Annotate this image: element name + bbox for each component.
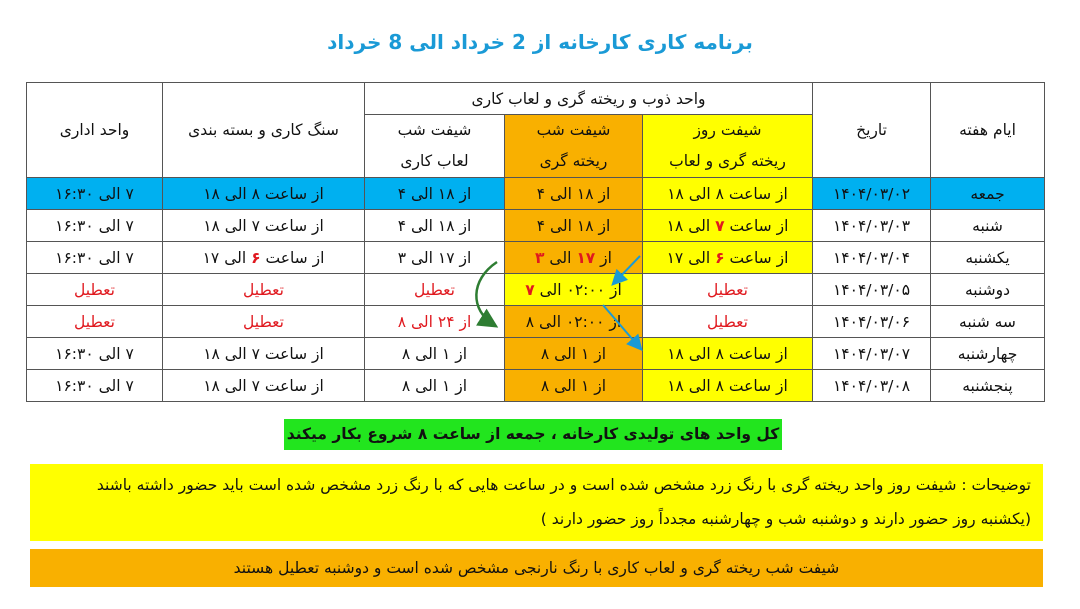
header-night-glaze-line1: شیفت شب <box>397 121 472 139</box>
cell-day: شنبه <box>931 210 1045 242</box>
cell-admin: ۷ الی ۱۶:۳۰ <box>27 210 163 242</box>
cell-text: از ساعت <box>724 216 789 235</box>
header-date: تاریخ <box>813 83 931 178</box>
cell-date: ۱۴۰۴/۰۳/۰۷ <box>813 338 931 370</box>
note-green: کل واحد های تولیدی کارخانه ، جمعه از ساعت ۸ شروع بکار میکند <box>284 419 782 450</box>
cell-text: الی ۱۷ <box>666 248 716 267</box>
header-days: ایام هفته <box>931 83 1045 178</box>
cell-night-glaze: از ۱۸ الی ۴ <box>365 210 505 242</box>
cell-stone: تعطیل <box>163 274 365 306</box>
header-day-shift-line1: شیفت روز <box>693 121 762 139</box>
header-night-glaze-line2: لعاب کاری <box>400 152 469 170</box>
cell-date: ۱۴۰۴/۰۳/۰۸ <box>813 370 931 402</box>
cell-day: چهارشنبه <box>931 338 1045 370</box>
cell-stone: از ساعت ۷ الی ۱۸ <box>163 338 365 370</box>
cell-night-cast <box>505 242 643 274</box>
cell-stone <box>163 242 365 274</box>
cell-night-glaze: از ۲۴ الی ۸ <box>365 306 505 338</box>
cell-night-glaze: از ۱۸ الی ۴ <box>365 178 505 210</box>
table-row <box>27 178 1045 210</box>
table-row <box>27 274 1045 306</box>
cell-text: الی ۱۸ <box>666 216 716 235</box>
table-row <box>27 370 1045 402</box>
cell-day: دوشنبه <box>931 274 1045 306</box>
page-title: برنامه کاری کارخانه از 2 خرداد الی 8 خرداد <box>327 30 753 54</box>
header-casting-group: واحد ذوب و ریخته گری و لعاب کاری <box>365 83 813 115</box>
cell-stone: از ساعت ۸ الی ۱۸ <box>163 178 365 210</box>
cell-date: ۱۴۰۴/۰۳/۰۴ <box>813 242 931 274</box>
header-night-cast <box>505 115 643 178</box>
table-row <box>27 338 1045 370</box>
note-orange: شیفت شب ریخته گری و لعاب کاری با رنگ نارنجی مشخص شده است و دوشنبه تعطیل هستند <box>30 549 1043 587</box>
cell-admin: ۷ الی ۱۶:۳۰ <box>27 370 163 402</box>
cell-day-shift: از ساعت ۸ الی ۱۸ <box>643 370 813 402</box>
cell-night-cast: از ۱ الی ۸ <box>505 370 643 402</box>
table-row <box>27 306 1045 338</box>
cell-day: پنجشنبه <box>931 370 1045 402</box>
table-row <box>27 210 1045 242</box>
highlight-hour: ۶ <box>251 248 261 267</box>
cell-text: از <box>595 248 612 267</box>
cell-date: ۱۴۰۴/۰۳/۰۳ <box>813 210 931 242</box>
cell-text: الی ۱۷ <box>202 248 252 267</box>
cell-text: الی <box>544 248 577 267</box>
cell-date: ۱۴۰۴/۰۳/۰۵ <box>813 274 931 306</box>
highlight-hour: ۱۷ <box>576 248 596 267</box>
cell-admin: ۷ الی ۱۶:۳۰ <box>27 338 163 370</box>
cell-text: از ۰۲:۰۰ الی <box>534 280 622 299</box>
cell-day-shift: از ساعت ۸ الی ۱۸ <box>643 338 813 370</box>
cell-admin: تعطیل <box>27 306 163 338</box>
work-schedule-table <box>26 82 1045 402</box>
cell-day-shift: از ساعت ۸ الی ۱۸ <box>643 178 813 210</box>
highlight-hour: ۳ <box>535 248 545 267</box>
cell-night-cast: از ۰۲:۰۰ الی ۸ <box>505 306 643 338</box>
header-night-glaze <box>365 115 505 178</box>
cell-stone: از ساعت ۷ الی ۱۸ <box>163 370 365 402</box>
header-night-cast-line2: ریخته گری <box>539 152 608 170</box>
cell-day: جمعه <box>931 178 1045 210</box>
note-yellow: توضیحات : شیفت روز واحد ریخته گری با رنگ زرد مشخص شده است و در ساعت هایی که با رنگ زرد مشخص شده است باید حضور داشته باشند (یکشنبه روز حضور دارند و دوشنبه شب و چهارشنبه مجدداً روز حضور دارند ) <box>30 464 1043 541</box>
cell-night-glaze: از ۱ الی ۸ <box>365 370 505 402</box>
cell-day: سه شنبه <box>931 306 1045 338</box>
cell-text: از ساعت <box>260 248 325 267</box>
table-row <box>27 242 1045 274</box>
cell-night-cast: از ۱۸ الی ۴ <box>505 210 643 242</box>
header-day-shift-line2: ریخته گری و لعاب <box>669 152 786 170</box>
cell-day-shift: تعطیل <box>643 306 813 338</box>
highlight-hour: ۷ <box>715 216 725 235</box>
cell-night-cast: از ۱۸ الی ۴ <box>505 178 643 210</box>
cell-night-glaze: از ۱۷ الی ۳ <box>365 242 505 274</box>
cell-day: یکشنبه <box>931 242 1045 274</box>
cell-day-shift <box>643 242 813 274</box>
header-admin: واحد اداری <box>27 83 163 178</box>
cell-night-glaze: تعطیل <box>365 274 505 306</box>
cell-admin: ۷ الی ۱۶:۳۰ <box>27 242 163 274</box>
cell-date: ۱۴۰۴/۰۳/۰۲ <box>813 178 931 210</box>
cell-date: ۱۴۰۴/۰۳/۰۶ <box>813 306 931 338</box>
highlight-hour: ۷ <box>525 280 535 299</box>
cell-day-shift <box>643 210 813 242</box>
header-stone: سنگ کاری و بسته بندی <box>163 83 365 178</box>
cell-night-glaze: از ۱ الی ۸ <box>365 338 505 370</box>
header-day-shift <box>643 115 813 178</box>
cell-day-shift: تعطیل <box>643 274 813 306</box>
cell-text: از ساعت <box>724 248 789 267</box>
cell-admin: ۷ الی ۱۶:۳۰ <box>27 178 163 210</box>
header-night-cast-line1: شیفت شب <box>536 121 611 139</box>
cell-stone: از ساعت ۷ الی ۱۸ <box>163 210 365 242</box>
cell-night-cast: از ۱ الی ۸ <box>505 338 643 370</box>
cell-admin: تعطیل <box>27 274 163 306</box>
highlight-hour: ۶ <box>715 248 725 267</box>
cell-night-cast <box>505 274 643 306</box>
cell-stone: تعطیل <box>163 306 365 338</box>
